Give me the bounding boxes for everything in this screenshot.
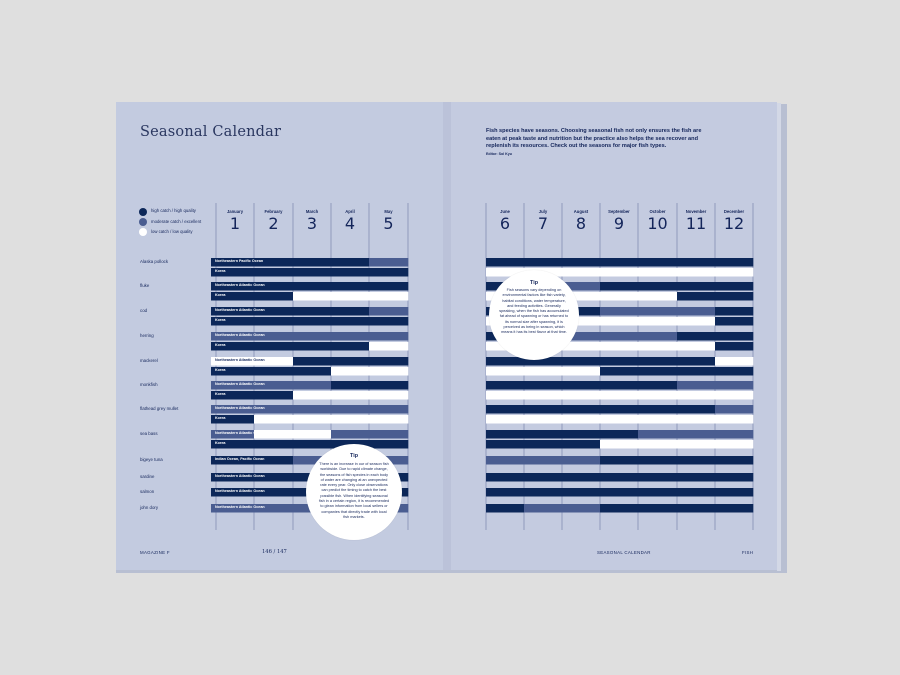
season-cell bbox=[600, 488, 638, 497]
season-cell bbox=[524, 504, 562, 513]
season-cell bbox=[524, 405, 562, 414]
season-cell bbox=[677, 317, 715, 326]
season-cell bbox=[524, 258, 562, 267]
season-cell bbox=[638, 332, 677, 341]
season-cell bbox=[293, 342, 331, 351]
fish-name: sardine bbox=[140, 474, 155, 479]
season-cell bbox=[293, 381, 331, 390]
season-cell bbox=[293, 292, 331, 301]
season-cell bbox=[638, 307, 677, 316]
season-cell bbox=[600, 415, 638, 424]
season-cell bbox=[677, 307, 715, 316]
season-cell bbox=[715, 473, 753, 482]
season-cell bbox=[486, 430, 524, 439]
fish-name: herring bbox=[140, 333, 154, 338]
footer-category: FISH bbox=[742, 550, 754, 555]
season-cell bbox=[677, 282, 715, 291]
month-number: 12 bbox=[723, 214, 745, 233]
season-cell bbox=[293, 430, 331, 439]
month-number: 7 bbox=[537, 214, 549, 233]
season-cell bbox=[677, 391, 715, 400]
season-cell bbox=[486, 367, 524, 376]
season-cell bbox=[638, 357, 677, 366]
page-numbers: 146 / 147 bbox=[262, 549, 287, 555]
season-cell bbox=[486, 473, 524, 482]
season-cell bbox=[600, 391, 638, 400]
season-cell bbox=[486, 391, 524, 400]
season-cell bbox=[293, 258, 331, 267]
region-label: Northeastern Atlantic Ocean bbox=[215, 489, 265, 494]
tip-body: There is an increase in our of season fish worldwide. Due to rapid climate change, the seasons of fish species in each body of water are changing at an unexpected rate every year. Only close observations can predict the timing to catch the best possible fish. When identifying seasonal fish in a certain region, it is recommended to glean information from local sellers or companies that directly trade with local fish markets. bbox=[318, 462, 390, 519]
season-cell bbox=[293, 367, 331, 376]
season-cell bbox=[638, 488, 677, 497]
fish-name: salmon bbox=[140, 489, 155, 494]
month-name: November bbox=[685, 209, 707, 214]
season-cell bbox=[677, 342, 715, 351]
season-cell bbox=[715, 504, 753, 513]
region-label: Northeastern Atlantic Ocean bbox=[215, 431, 265, 436]
season-cell bbox=[600, 430, 638, 439]
season-cell bbox=[715, 268, 753, 277]
season-cell bbox=[562, 268, 600, 277]
season-cell bbox=[715, 307, 753, 316]
season-cell bbox=[524, 473, 562, 482]
season-cell bbox=[254, 367, 293, 376]
season-cell bbox=[677, 381, 715, 390]
season-cell bbox=[638, 268, 677, 277]
season-cell bbox=[486, 258, 524, 267]
season-cell bbox=[600, 440, 638, 449]
season-cell bbox=[600, 357, 638, 366]
season-cell bbox=[254, 415, 293, 424]
season-cell bbox=[486, 357, 524, 366]
season-cell bbox=[331, 342, 369, 351]
season-cell bbox=[369, 367, 408, 376]
season-cell bbox=[293, 307, 331, 316]
season-cell bbox=[715, 258, 753, 267]
season-cell bbox=[715, 391, 753, 400]
intro-text: Fish species have seasons. Choosing seasonal fish not only ensures the fish are eaten at peak taste and nutrition but the practice also helps the sea recover and replenish its resources. Check out the seasons for major fish types. bbox=[486, 128, 702, 150]
region-label: Northeastern Atlantic Ocean bbox=[215, 406, 265, 411]
fish-name: cod bbox=[140, 308, 148, 313]
season-cell bbox=[677, 473, 715, 482]
month-number: 8 bbox=[575, 214, 587, 233]
legend-label-high: high catch / high quality bbox=[151, 208, 196, 213]
season-cell bbox=[293, 282, 331, 291]
tip-title: Tip bbox=[350, 453, 358, 459]
season-cell bbox=[369, 391, 408, 400]
season-cell bbox=[638, 381, 677, 390]
fish-name: monkfish bbox=[140, 382, 158, 387]
season-cell bbox=[715, 357, 753, 366]
season-cell bbox=[331, 415, 369, 424]
season-cell bbox=[331, 307, 369, 316]
region-label: Northeastern Atlantic Ocean bbox=[215, 474, 265, 479]
season-cell bbox=[677, 430, 715, 439]
season-cell bbox=[677, 367, 715, 376]
season-cell bbox=[715, 367, 753, 376]
region-label: Korea bbox=[215, 293, 226, 298]
season-cell bbox=[562, 456, 600, 465]
season-cell bbox=[638, 282, 677, 291]
month-number: 9 bbox=[613, 214, 625, 233]
season-cell bbox=[677, 488, 715, 497]
season-cell bbox=[254, 292, 293, 301]
season-cell bbox=[715, 292, 753, 301]
season-cell bbox=[600, 307, 638, 316]
season-cell bbox=[331, 391, 369, 400]
season-cell bbox=[331, 405, 369, 414]
fish-name: Alaska pollock bbox=[140, 259, 169, 264]
legend-swatch-moderate bbox=[139, 218, 147, 226]
month-number: 5 bbox=[383, 214, 394, 233]
season-cell bbox=[369, 292, 408, 301]
season-cell bbox=[715, 282, 753, 291]
region-label: Indian Ocean, Pacific Ocean bbox=[215, 457, 265, 462]
legend-label-moderate: moderate catch / excellent bbox=[151, 219, 202, 224]
season-cell bbox=[486, 405, 524, 414]
season-cell bbox=[293, 405, 331, 414]
season-cell bbox=[715, 456, 753, 465]
region-label: Korea bbox=[215, 368, 226, 373]
season-cell bbox=[524, 440, 562, 449]
season-cell bbox=[293, 357, 331, 366]
month-name: June bbox=[500, 209, 510, 214]
fish-name: john dory bbox=[140, 505, 159, 510]
tip-title: Tip bbox=[530, 280, 538, 286]
season-cell bbox=[369, 258, 408, 267]
season-cell bbox=[331, 367, 369, 376]
region-label: Korea bbox=[215, 392, 226, 397]
season-cell bbox=[562, 473, 600, 482]
season-cell bbox=[562, 367, 600, 376]
season-cell bbox=[600, 342, 638, 351]
season-cell bbox=[600, 268, 638, 277]
season-cell bbox=[369, 282, 408, 291]
region-label: Northeastern Atlantic Ocean bbox=[215, 333, 265, 338]
season-cell bbox=[677, 357, 715, 366]
region-label: Northeastern Pacific Ocean bbox=[215, 259, 264, 264]
season-cell bbox=[677, 292, 715, 301]
season-cell bbox=[600, 504, 638, 513]
season-cell bbox=[562, 391, 600, 400]
season-cell bbox=[524, 391, 562, 400]
season-cell bbox=[638, 367, 677, 376]
month-name: May bbox=[384, 209, 393, 214]
season-cell bbox=[524, 488, 562, 497]
fish-name: fluke bbox=[140, 283, 150, 288]
season-cell bbox=[369, 430, 408, 439]
season-cell bbox=[715, 332, 753, 341]
season-cell bbox=[638, 456, 677, 465]
month-number: 6 bbox=[499, 214, 511, 233]
tip-body: Fish seasons vary depending on environmental factors like fish variety, habitat conditions, water temperature, and feeding activities. Generally speaking, when the fish has accumulated fat ahead of spawning or has returned to its normal size after spawning, it is perceived as being in season, which means it has its best flavor at that time. bbox=[499, 288, 569, 335]
season-cell bbox=[562, 430, 600, 439]
fish-name: flathead grey mullet bbox=[140, 406, 179, 411]
season-cell bbox=[293, 317, 331, 326]
season-cell bbox=[638, 473, 677, 482]
season-cell bbox=[562, 405, 600, 414]
season-cell bbox=[715, 440, 753, 449]
season-cell bbox=[600, 381, 638, 390]
season-cell bbox=[562, 415, 600, 424]
season-cell bbox=[486, 504, 524, 513]
month-name: February bbox=[264, 209, 283, 214]
season-cell bbox=[369, 381, 408, 390]
month-name: September bbox=[608, 209, 630, 214]
season-cell bbox=[293, 391, 331, 400]
region-label: Northeastern Atlantic Ocean bbox=[215, 308, 265, 313]
month-name: March bbox=[305, 209, 319, 214]
season-cell bbox=[638, 504, 677, 513]
region-label: Northeastern Atlantic Ocean bbox=[215, 505, 265, 510]
season-cell bbox=[331, 258, 369, 267]
season-cell bbox=[638, 391, 677, 400]
legend-swatch-low bbox=[139, 228, 147, 236]
region-label: Northeastern Atlantic Ocean bbox=[215, 358, 265, 363]
season-cell bbox=[600, 473, 638, 482]
season-cell bbox=[293, 332, 331, 341]
page-edge bbox=[777, 103, 781, 571]
month-name: October bbox=[649, 209, 666, 214]
season-cell bbox=[677, 332, 715, 341]
season-cell bbox=[638, 258, 677, 267]
season-cell bbox=[254, 342, 293, 351]
season-cell bbox=[715, 317, 753, 326]
season-cell bbox=[524, 381, 562, 390]
season-cell bbox=[638, 342, 677, 351]
season-cell bbox=[331, 317, 369, 326]
season-cell bbox=[638, 430, 677, 439]
season-cell bbox=[254, 391, 293, 400]
season-cell bbox=[600, 332, 638, 341]
season-cell bbox=[486, 381, 524, 390]
season-cell bbox=[369, 317, 408, 326]
season-cell bbox=[369, 342, 408, 351]
month-name: August bbox=[573, 209, 589, 214]
region-label: Korea bbox=[215, 318, 226, 323]
season-cell bbox=[562, 381, 600, 390]
season-cell bbox=[331, 430, 369, 439]
region-label: Korea bbox=[215, 441, 226, 446]
season-cell bbox=[638, 292, 677, 301]
season-cell bbox=[254, 268, 293, 277]
season-cell bbox=[331, 292, 369, 301]
season-cell bbox=[331, 332, 369, 341]
month-name: December bbox=[723, 209, 745, 214]
season-cell bbox=[562, 440, 600, 449]
season-cell bbox=[369, 415, 408, 424]
season-cell bbox=[486, 488, 524, 497]
month-number: 1 bbox=[229, 214, 241, 233]
fish-name: bigeye tuna bbox=[140, 457, 163, 462]
page-title: Seasonal Calendar bbox=[140, 124, 282, 140]
season-cell bbox=[369, 440, 408, 449]
month-number: 10 bbox=[647, 214, 668, 233]
season-cell bbox=[638, 440, 677, 449]
spine-gutter bbox=[443, 102, 451, 570]
fish-name: mackerel bbox=[140, 358, 158, 363]
region-label: Korea bbox=[215, 416, 226, 421]
legend-swatch-high bbox=[139, 208, 147, 216]
month-name: April bbox=[345, 209, 355, 214]
legend-label-low: low catch / low quality bbox=[151, 229, 193, 234]
season-cell bbox=[715, 405, 753, 414]
footer-magazine: MAGAZINE F bbox=[140, 550, 170, 555]
season-cell bbox=[715, 488, 753, 497]
season-cell bbox=[369, 405, 408, 414]
month-number: 3 bbox=[306, 214, 318, 233]
season-cell bbox=[254, 317, 293, 326]
month-name: July bbox=[538, 209, 548, 214]
season-cell bbox=[638, 317, 677, 326]
season-cell bbox=[369, 332, 408, 341]
season-cell bbox=[331, 357, 369, 366]
editor-credit: Editor: Sol Kyu bbox=[486, 152, 512, 156]
season-cell bbox=[486, 456, 524, 465]
legend-swatches bbox=[139, 208, 147, 236]
season-cell bbox=[562, 504, 600, 513]
region-label: Korea bbox=[215, 343, 226, 348]
season-cell bbox=[600, 405, 638, 414]
season-cell bbox=[715, 381, 753, 390]
region-label: Northeastern Atlantic Ocean bbox=[215, 283, 265, 288]
season-cell bbox=[600, 258, 638, 267]
season-cell bbox=[600, 367, 638, 376]
month-number: 2 bbox=[268, 214, 279, 233]
season-cell bbox=[562, 258, 600, 267]
season-cell bbox=[331, 282, 369, 291]
season-cell bbox=[677, 456, 715, 465]
month-name: January bbox=[226, 209, 244, 214]
season-cell bbox=[677, 504, 715, 513]
season-cell bbox=[715, 342, 753, 351]
season-cell bbox=[486, 415, 524, 424]
season-cell bbox=[524, 415, 562, 424]
season-cell bbox=[331, 268, 369, 277]
season-cell bbox=[369, 357, 408, 366]
season-cell bbox=[293, 415, 331, 424]
fish-name: sea bass bbox=[140, 431, 158, 436]
season-cell bbox=[600, 456, 638, 465]
season-cell bbox=[293, 440, 331, 449]
season-cell bbox=[562, 488, 600, 497]
season-cell bbox=[715, 415, 753, 424]
season-cell bbox=[600, 317, 638, 326]
month-number: 4 bbox=[344, 214, 356, 233]
footer-section: SEASONAL CALENDAR bbox=[597, 550, 651, 555]
season-cell bbox=[677, 268, 715, 277]
season-cell bbox=[715, 430, 753, 439]
season-cell bbox=[331, 381, 369, 390]
season-cell bbox=[677, 405, 715, 414]
month-number: 11 bbox=[685, 214, 707, 233]
tip-bubble-right bbox=[489, 270, 579, 360]
season-cell bbox=[677, 440, 715, 449]
season-cell bbox=[369, 307, 408, 316]
season-cell bbox=[562, 357, 600, 366]
season-cell bbox=[638, 405, 677, 414]
season-cell bbox=[677, 415, 715, 424]
season-cell bbox=[369, 268, 408, 277]
season-cell bbox=[524, 367, 562, 376]
season-cell bbox=[524, 456, 562, 465]
season-cell bbox=[638, 415, 677, 424]
season-cell bbox=[254, 440, 293, 449]
season-cell bbox=[677, 258, 715, 267]
region-label: Korea bbox=[215, 269, 226, 274]
region-label: Northeastern Atlantic Ocean bbox=[215, 382, 265, 387]
season-cell bbox=[600, 292, 638, 301]
season-cell bbox=[600, 282, 638, 291]
season-cell bbox=[524, 430, 562, 439]
tip-bubble-left bbox=[306, 444, 402, 540]
season-cell bbox=[293, 268, 331, 277]
season-cell bbox=[486, 440, 524, 449]
